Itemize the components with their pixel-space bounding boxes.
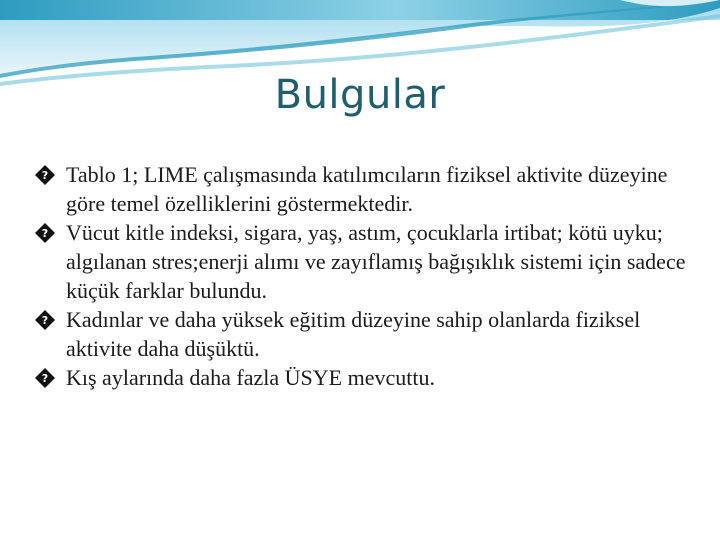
svg-text:?: ? [41, 314, 49, 327]
missing-glyph-icon [34, 222, 56, 244]
missing-glyph-icon [34, 309, 56, 331]
svg-text:?: ? [41, 227, 49, 240]
missing-glyph-icon [34, 367, 56, 389]
bullet-item [32, 160, 692, 218]
bullet-text: Tablo 1; LIME çalışmasında katılımcıların fiziksel aktivite düzeyine göre temel özelliklerini göstermektedir. [66, 162, 668, 216]
bullet-item [32, 305, 692, 363]
bullet-list [32, 160, 692, 392]
slide-title: Bulgular [274, 72, 446, 118]
bullet-text: Kış aylarında daha fazla ÜSYE mevcuttu. [66, 365, 435, 390]
bullet-item [32, 363, 692, 392]
missing-glyph-icon [34, 164, 56, 186]
bullet-text: Kadınlar ve daha yüksek eğitim düzeyine sahip olanlarda fiziksel aktivite daha düşüktü. [66, 307, 641, 361]
bullet-text: Vücut kitle indeksi, sigara, yaş, astım, çocuklarla irtibat; kötü uyku; algılanan stres;enerji alımı ve zayıflamış bağışıklık sistemi için sadece küçük farklar bulundu. [66, 220, 686, 303]
svg-text:?: ? [41, 372, 49, 385]
svg-text:?: ? [41, 169, 49, 182]
bullet-item [32, 218, 692, 305]
